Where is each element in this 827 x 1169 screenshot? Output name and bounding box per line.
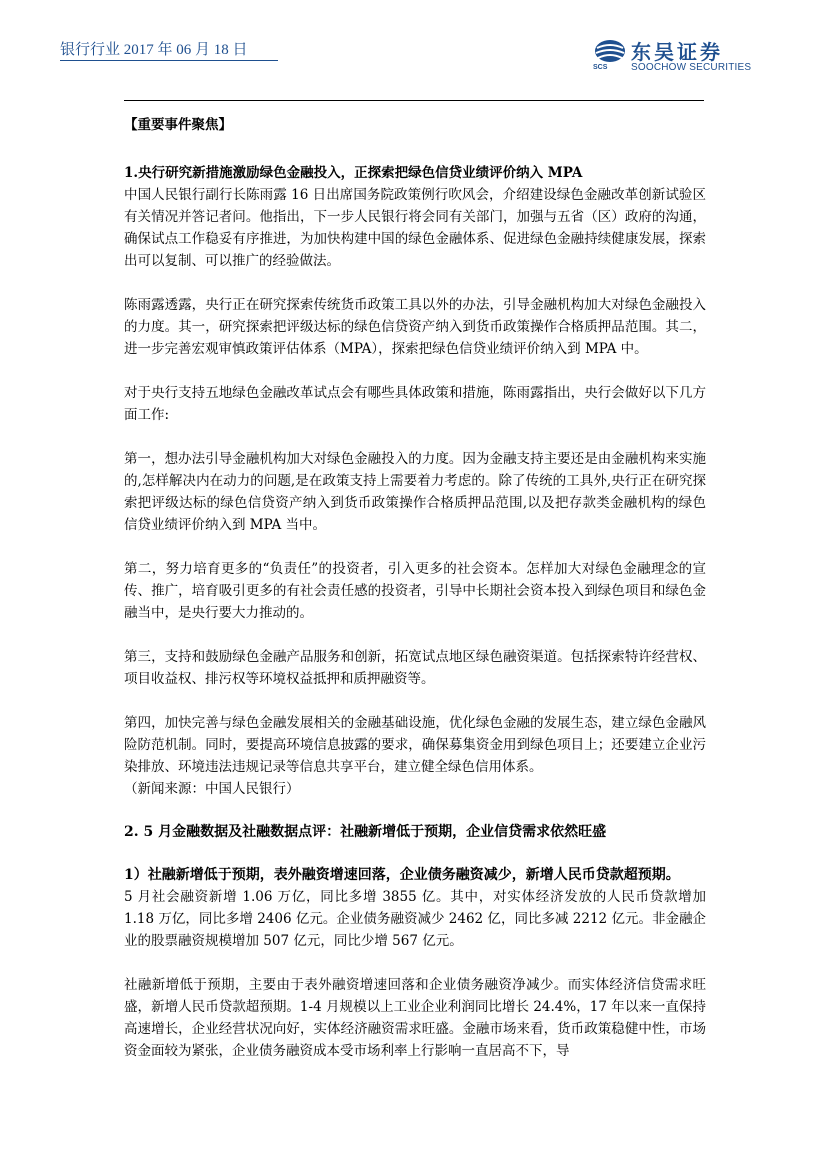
news2-heading: 2. 5 月金融数据及社融数据点评：社融新增低于预期，企业信贷需求依然旺盛 <box>124 824 607 840</box>
header-rule <box>124 100 704 101</box>
company-logo <box>593 38 763 72</box>
news1-paragraph-7: 第四，加快完善与绿色金融发展相关的金融基础设施，优化绿色金融的发展生态，建立绿色金融风险防范机制。同时，要提高环境信息披露的要求，确保募集资金用到绿色项目上；还要建立企业污染排放、环境违法违规记录等信息共享平台，建立健全绿色信用体系。 <box>124 715 706 775</box>
logo-english-name: SOOCHOW SECURITIES <box>631 62 752 73</box>
news2-paragraph-1: 5 月社会融资新增 1.06 万亿，同比多增 3855 亿。其中，对实体经济发放的人民币贷款增加 1.18 万亿，同比多增 2406 亿元。企业债务融资减少 2462 亿，同比多减 2212 亿元。非金融企业的股票融资规模增加 507 亿元，同比少增 567 亿元。 <box>124 889 706 949</box>
header-title: 银行行业 2017 年 06 月 18 日 <box>60 42 248 58</box>
news1-paragraph-2: 陈雨露透露，央行正在研究探索传统货币政策工具以外的办法，引导金融机构加大对绿色金融投入的力度。其一，研究探索把评级达标的绿色信贷资产纳入到货币政策操作合格质押品范围。其二，进一步完善宏观审慎政策评估体系（MPA），探索把绿色信贷业绩评价纳入到 MPA 中。 <box>124 297 706 357</box>
document-body <box>124 108 706 1062</box>
news1-heading: 1.央行研究新措施激励绿色金融投入，正探索把绿色信贷业绩评价纳入 MPA <box>124 165 583 181</box>
header-underline <box>60 60 278 61</box>
logo-chinese-name: 东吴证券 <box>631 40 723 64</box>
logo-abbreviation: SCS <box>593 64 608 71</box>
section-title: 【重要事件聚焦】 <box>124 117 232 133</box>
news1-paragraph-1: 中国人民银行副行长陈雨露 16 日出席国务院政策例行吹风会，介绍建设绿色金融改革创新试验区有关情况并答记者问。他指出，下一步人民银行将会同有关部门，加强与五省（区）政府的沟通，确保试点工作稳妥有序推进，为加快构建中国的绿色金融体系、促进绿色金融持续健康发展，探索出可以复制、可以推广的经验做法。 <box>124 187 706 269</box>
news1-paragraph-3: 对于央行支持五地绿色金融改革试点会有哪些具体政策和措施，陈雨露指出，央行会做好以下几方面工作: <box>124 385 706 423</box>
logo-globe-icon <box>593 38 627 66</box>
news2-paragraph-2: 社融新增低于预期，主要由于表外融资增速回落和企业债务融资净减少。而实体经济信贷需求旺盛，新增人民币贷款超预期。1-4 月规模以上工业企业利润同比增长 24.4%，17 年以来一直保持高速增长，企业经营状况向好，实体经济融资需求旺盛。金融市场来看，货币政策稳健中性，市场资金面较为紧张，企业债务融资成本受市场利率上行影响一直居高不下，导 <box>124 977 706 1059</box>
news2-subheading: 1）社融新增低于预期，表外融资增速回落，企业债务融资减少，新增人民币贷款超预期。 <box>124 867 680 883</box>
news1-paragraph-6: 第三，支持和鼓励绿色金融产品服务和创新，拓宽试点地区绿色融资渠道。包括探索特许经营权、项目收益权、排污权等环境权益抵押和质押融资等。 <box>124 649 706 687</box>
news1-paragraph-5: 第二，努力培育更多的“负责任”的投资者，引入更多的社会资本。怎样加大对绿色金融理念的宣传、推广，培育吸引更多的有社会责任感的投资者，引导中长期社会资本投入到绿色项目和绿色金融当中，是央行要大力推动的。 <box>124 561 706 621</box>
news1-paragraph-4: 第一，想办法引导金融机构加大对绿色金融投入的力度。因为金融支持主要还是由金融机构来实施的,怎样解决内在动力的问题,是在政策支持上需要着力考虑的。除了传统的工具外,央行正在研究探索把评级达标的绿色信贷资产纳入到货币政策操作合格质押品范围,以及把存款类金融机构的绿色信贷业绩评价纳入到 MPA 当中。 <box>124 451 706 533</box>
news1-source: （新闻来源：中国人民银行） <box>124 781 300 797</box>
